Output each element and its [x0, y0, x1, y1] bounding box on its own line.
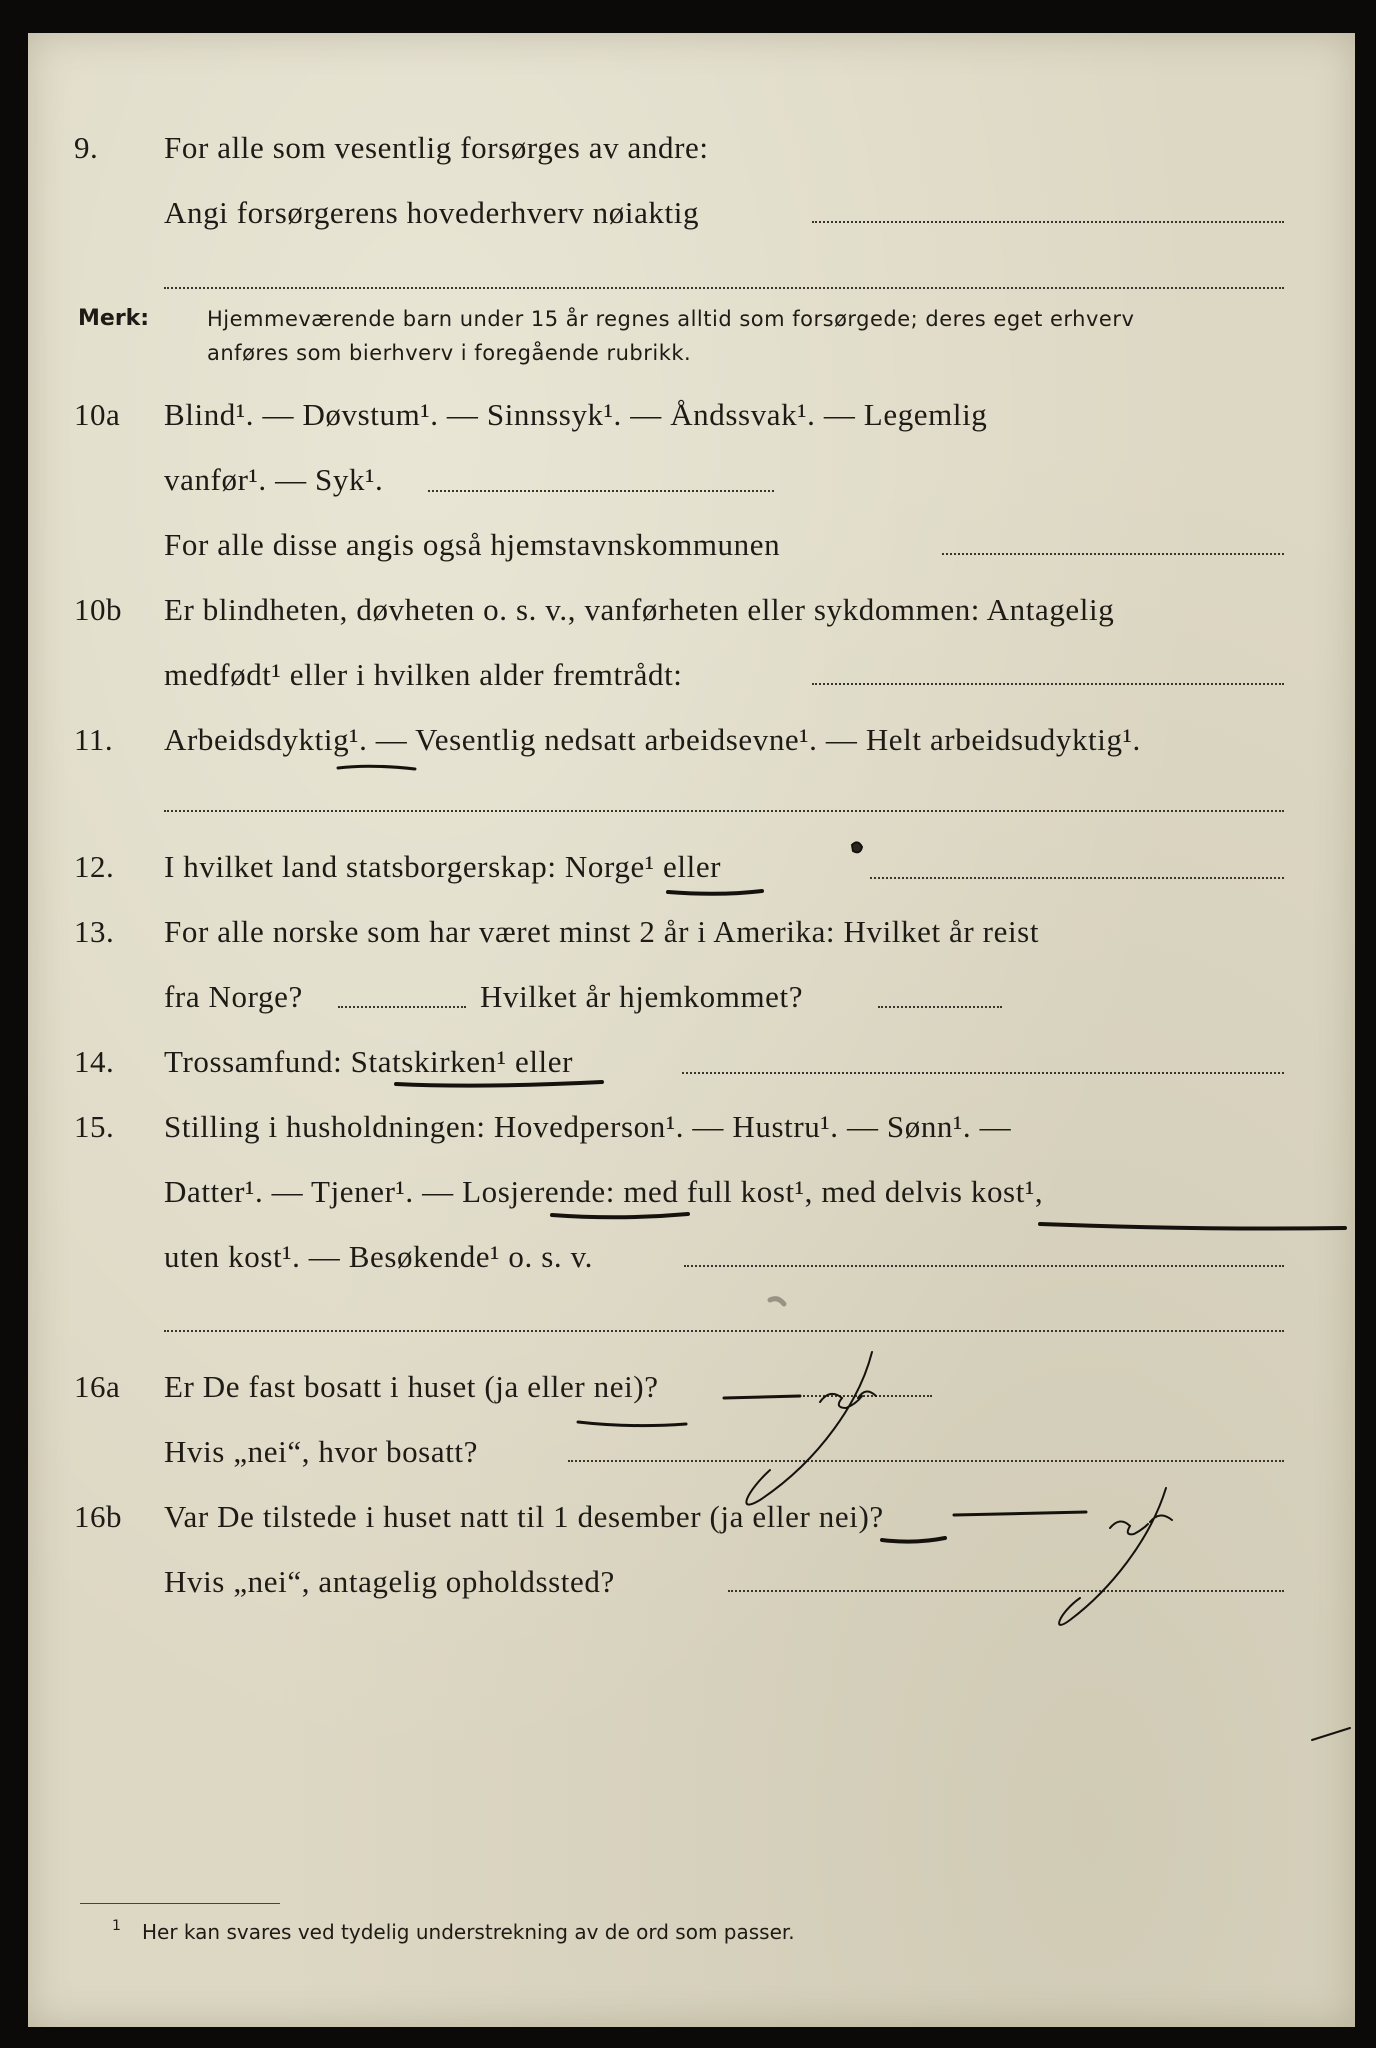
q10a-hometown-line[interactable]: [942, 553, 1284, 555]
q12-number: 12.: [74, 849, 115, 884]
q16b-line2: Hvis „nei“, antagelig opholdssted?: [164, 1564, 615, 1599]
q10b-answer-line[interactable]: [812, 683, 1284, 685]
q14-answer-line[interactable]: [682, 1072, 1284, 1074]
q10b-line1: Er blindheten, døvheten o. s. v., vanførheten eller sykdommen: Antagelig: [164, 592, 1115, 627]
q10a-number: 10a: [74, 397, 121, 432]
q10a-answer-line[interactable]: [428, 490, 774, 492]
q9-number: 9.: [74, 130, 99, 165]
footnote-mark: 1: [112, 1918, 121, 1934]
merk-line1: Hjemmeværende barn under 15 år regnes alltid som forsørgede; deres eget erhverv: [207, 307, 1135, 331]
q10b-number: 10b: [74, 592, 122, 627]
footnote-text: Her kan svares ved tydelig understrekning av de ord som passer.: [142, 1920, 795, 1944]
q13-line2a: fra Norge?: [164, 979, 303, 1014]
q9-line1: For alle som vesentlig forsørges av andre:: [164, 130, 709, 165]
q16a-answer-line[interactable]: [796, 1395, 932, 1397]
q10a-line3: For alle disse angis også hjemstavnskommunen: [164, 527, 781, 562]
footnote-rule: [80, 1903, 280, 1904]
q13-departure-year-line[interactable]: [338, 1006, 466, 1008]
merk-label: Merk:: [78, 306, 150, 331]
q15-line3: uten kost¹. — Besøkende¹ o. s. v.: [164, 1239, 594, 1274]
q15-answer-line[interactable]: [684, 1265, 1284, 1267]
q15-number: 15.: [74, 1109, 115, 1144]
q9-line2: Angi forsørgerens hovederhverv nøiaktig: [164, 195, 700, 230]
q15-line1: Stilling i husholdningen: Hovedperson¹. — Hustru¹. — Sønn¹. —: [164, 1109, 1012, 1144]
q16b-whereabouts-line[interactable]: [728, 1590, 1284, 1592]
q15-answer-line-2[interactable]: [164, 1330, 1284, 1332]
q11-answer-line[interactable]: [164, 810, 1284, 812]
q16b-number: 16b: [74, 1499, 122, 1534]
q16a-number: 16a: [74, 1369, 121, 1404]
q13-line1: For alle norske som har været minst 2 år i Amerika: Hvilket år reist: [164, 914, 1040, 949]
q14-line1: Trossamfund: Statskirken¹ eller: [164, 1044, 574, 1079]
q13-return-year-line[interactable]: [878, 1006, 1002, 1008]
q16a-residence-line[interactable]: [568, 1460, 1284, 1462]
q15-line2: Datter¹. — Tjener¹. — Losjerende: med full kost¹, med delvis kost¹,: [164, 1174, 1044, 1209]
q9-answer-line[interactable]: [812, 221, 1284, 223]
q16b-line1: Var De tilstede i huset natt til 1 desember (ja eller nei)?: [164, 1499, 884, 1534]
merk-line2: anføres som bierhverv i foregående rubrikk.: [207, 341, 692, 365]
q16a-line1: Er De fast bosatt i huset (ja eller nei)?: [164, 1369, 659, 1404]
q12-line1: I hvilket land statsborgerskap: Norge¹ eller: [164, 849, 722, 884]
q10a-line1: Blind¹. — Døvstum¹. — Sinnssyk¹. — Åndssvak¹. — Legemlig: [164, 397, 988, 432]
q13-number: 13.: [74, 914, 115, 949]
q9-answer-line-2[interactable]: [164, 287, 1284, 289]
q11-line1: Arbeidsdyktig¹. — Vesentlig nedsatt arbeidsevne¹. — Helt arbeidsudyktig¹.: [164, 722, 1141, 757]
q16a-line2: Hvis „nei“, hvor bosatt?: [164, 1434, 478, 1469]
q13-line2b: Hvilket år hjemkommet?: [480, 979, 804, 1014]
q10a-line2: vanfør¹. — Syk¹.: [164, 462, 384, 497]
q12-answer-line[interactable]: [870, 877, 1284, 879]
q14-number: 14.: [74, 1044, 115, 1079]
q11-number: 11.: [74, 722, 114, 757]
q10b-line2: medfødt¹ eller i hvilken alder fremtrådt:: [164, 657, 683, 692]
